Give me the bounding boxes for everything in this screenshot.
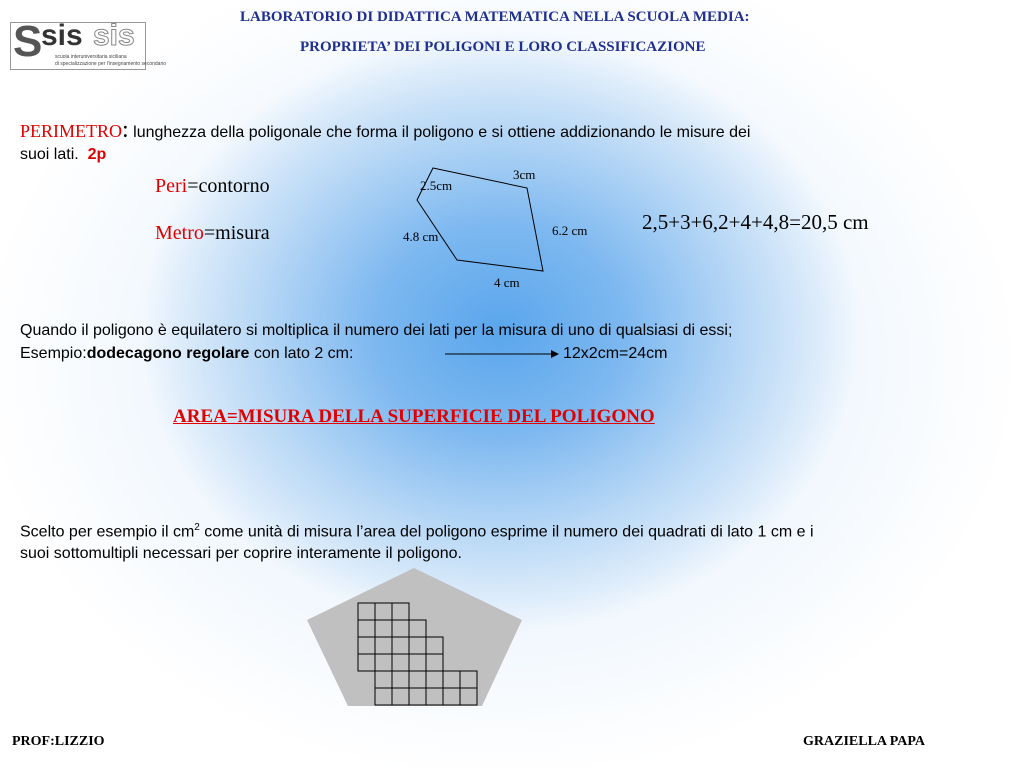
side-label-3cm: 3cm [513,167,536,182]
perimetro-term: PERIMETRO [20,121,123,141]
perimetro-definition-line-1: lunghezza della poligonale che forma il poligono e si ottiene addizionando le misure dei [128,124,751,141]
header-title-line-2: PROPRIETA’ DEI POLIGONI E LORO CLASSIFICAZIONE [300,39,706,55]
area-text-sup: 2 [194,522,200,533]
example-prefix: Esempio: [20,345,87,362]
side-label-2-5cm: 2.5cm [420,178,453,193]
side-label-4-8cm: 4.8 cm [403,229,439,244]
header-title-line-1: LABORATORIO DI DIDATTICA MATEMATICA NELLA SCUOLA MEDIA: [240,9,750,25]
logo-mark: sis [41,19,83,52]
area-text-part-2: come unità di misura l’area del poligono esprime il numero dei quadrati di lato 1 cm e i [199,523,814,541]
logo-caption-2: di specializzazione per l'insegnamento secondario [55,61,167,67]
logo-caption-1: scuola interuniversitaria siciliana [55,54,127,60]
example-rest: con lato 2 cm: [249,345,354,362]
logo-big-s: S [13,17,43,66]
metro-meaning: =misura [203,222,270,244]
area-title: AREA=MISURA DELLA SUPERFICIE DEL POLIGONO [173,406,655,427]
perimetro-colon: : [122,117,129,143]
example-result: 12x2cm=24cm [563,345,668,362]
perimetro-symbol: 2p [87,146,107,163]
footer-right: GRAZIELLA PAPA [803,734,925,749]
metro-word: Metro [155,222,204,244]
area-text-line-2: suoi sottomultipli necessari per coprire interamente il poligono. [20,545,462,563]
footer-left: PROF:LIZZIO [12,734,105,749]
peri-meaning: =contorno [187,175,270,197]
equilatero-rule: Quando il poligono è equilatero si moltiplica il numero dei lati per la misura di uno di qualsiasi di essi; [20,322,733,339]
area-text-part-1: Scelto per esempio il cm [20,523,195,541]
peri-word: Peri [155,175,188,197]
perimeter-sum-formula: 2,5+3+6,2+4+4,8=20,5 cm [642,210,869,234]
example-bold: dodecagono regolare [86,345,250,362]
logo-mark-ghost: sis [93,19,135,52]
side-label-4cm: 4 cm [494,275,520,290]
side-label-6-2cm: 6.2 cm [552,223,588,238]
perimetro-definition-line-2: suoi lati. [20,146,79,163]
